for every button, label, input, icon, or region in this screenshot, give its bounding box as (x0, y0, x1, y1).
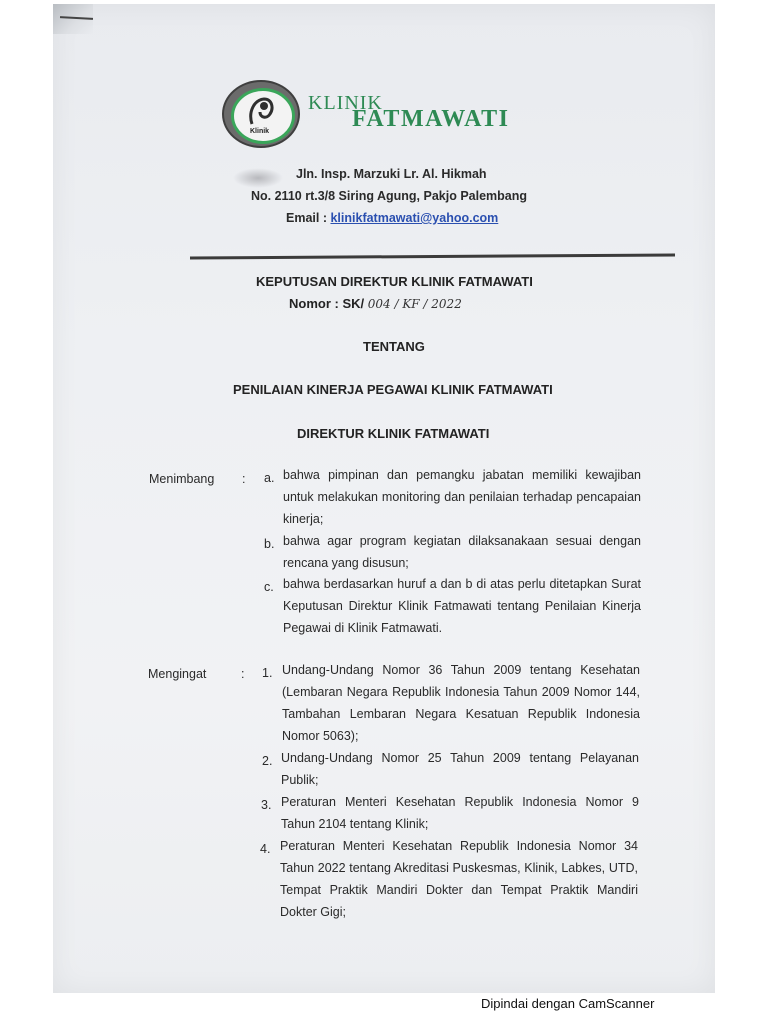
considering-item-b: bahwa agar program kegiatan dilaksanakaan sesuai dengan rencana yang disusun; (283, 534, 641, 570)
address-line-1: Jln. Insp. Marzuki Lr. Al. Hikmah (296, 167, 487, 181)
address-line-2: No. 2110 rt.3/8 Siring Agung, Pakjo Palembang (251, 189, 528, 203)
considering-mark-b: b. (264, 537, 275, 551)
decree-title: KEPUTUSAN DIREKTUR KLINIK FATMAWATI (256, 274, 533, 289)
clinic-name: FATMAWATI (352, 106, 510, 132)
recalling-label: Mengingat (148, 667, 207, 681)
scanner-watermark: Dipindai dengan CamScanner (481, 996, 655, 1011)
considering-mark-a: a. (264, 471, 275, 485)
recalling-item-3: Peraturan Menteri Kesehatan Republik Indonesia Nomor 9 Tahun 2104 tentang Klinik; (281, 795, 639, 831)
ink-smudge (233, 168, 283, 188)
recalling-colon: : (241, 667, 245, 681)
recalling-mark-4: 4. (260, 842, 271, 856)
decree-subject: PENILAIAN KINERJA PEGAWAI KLINIK FATMAWATI (233, 382, 553, 397)
decree-number (289, 296, 462, 311)
about-heading: TENTANG (363, 339, 425, 354)
decree-number-handwritten: 004 / KF / 2022 (367, 297, 462, 311)
recalling-mark-3: 3. (261, 798, 272, 812)
decree-number-label: Nomor : SK/ (289, 296, 365, 311)
recalling-item-2: Undang-Undang Nomor 25 Tahun 2009 tentang Pelayanan Publik; (281, 751, 639, 787)
recalling-mark-2: 2. (262, 754, 273, 768)
email-line (286, 211, 498, 225)
email-link[interactable]: klinikfatmawati@yahoo.com (330, 211, 499, 225)
mother-child-icon (244, 94, 278, 128)
email-label: Email : (286, 211, 327, 225)
clinic-word: KLINIK (308, 92, 383, 114)
considering-item-c: bahwa berdasarkan huruf a dan b di atas perlu ditetapkan Surat Keputusan Direktur Klinik Fatmawati tentang Penilaian Kinerja Pegawai di Klinik Fatmawati. (283, 577, 641, 635)
recalling-mark-1: 1. (262, 666, 273, 680)
recalling-item-1: Undang-Undang Nomor 36 Tahun 2009 tentang Kesehatan (Lembaran Negara Republik Indonesia Tahun 2009 Nomor 144, Tambahan Lembaran Negara Kesatuan Republik Indonesia Nomor 5063); (282, 663, 640, 743)
issuer-heading: DIREKTUR KLINIK FATMAWATI (297, 426, 490, 441)
recalling-item-4: Peraturan Menteri Kesehatan Republik Indonesia Nomor 34 Tahun 2022 tentang Akreditasi Puskesmas, Klinik, Labkes, UTD, Tempat Praktik Mandiri Dokter dan Tempat Praktik Mandiri Dokter Gigi; (280, 839, 638, 919)
considering-item-a: bahwa pimpinan dan pemangku jabatan memiliki kewajiban untuk melakukan monitoring dan penilaian terhadap pencapaian kinerja; (283, 468, 641, 526)
considering-colon: : (242, 472, 246, 486)
clinic-logo (222, 80, 300, 148)
considering-label: Menimbang (149, 472, 215, 486)
logo-label: Klinik (250, 128, 270, 135)
considering-mark-c: c. (264, 580, 274, 594)
